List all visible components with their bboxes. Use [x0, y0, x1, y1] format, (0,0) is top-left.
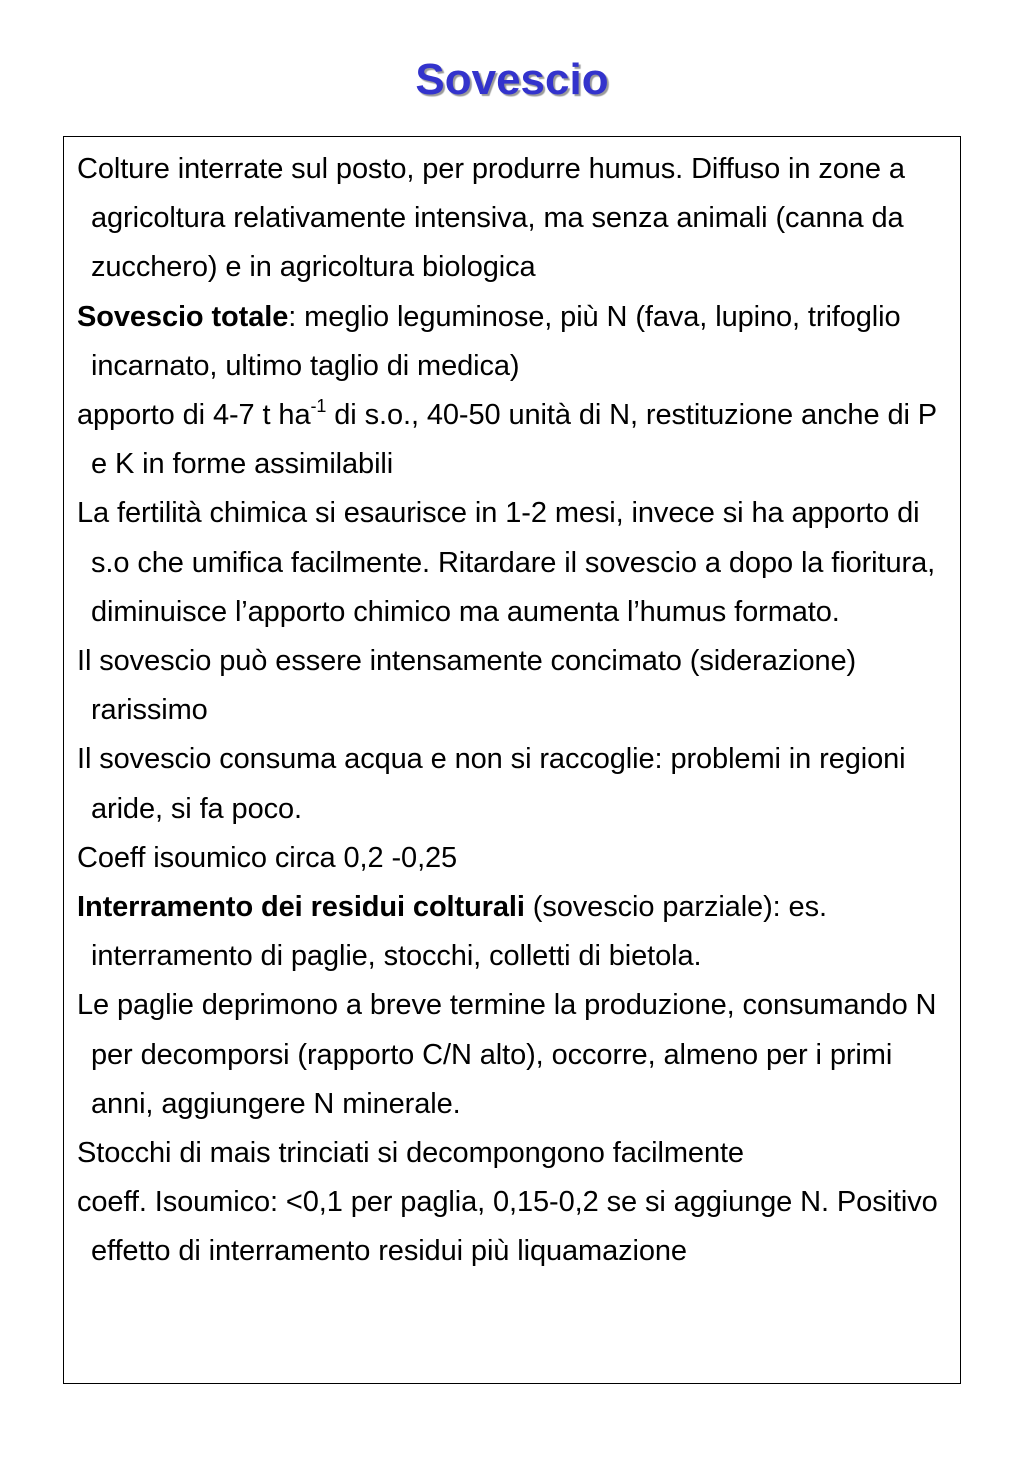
- paragraph-colture-interrate: [77, 145, 957, 293]
- paragraph-text: Il sovescio consuma acqua e non si raccoglie: problemi in regioni aride, si fa poco.: [77, 743, 906, 825]
- paragraph-text: Il sovescio può essere intensamente concimato (siderazione) rarissimo: [77, 645, 857, 727]
- paragraph-consuma-acqua: [77, 735, 957, 833]
- text-body: [77, 145, 957, 1277]
- superscript: -1: [310, 396, 327, 417]
- paragraph-text: Le paglie deprimono a breve termine la produzione, consumando N per decomporsi (rapporto C/N alto), occorre, almeno per i primi anni, aggiungere N minerale.: [77, 989, 937, 1120]
- paragraph-text: Stocchi di mais trinciati si decompongono facilmente: [77, 1137, 744, 1170]
- bold-term: Sovescio totale: [77, 300, 289, 333]
- paragraph-coeff-isoumico: [77, 834, 957, 883]
- paragraph-stocchi: [77, 1129, 957, 1178]
- paragraph-interramento-residui: [77, 883, 957, 981]
- paragraph-text: La fertilità chimica si esaurisce in 1-2 mesi, invece si ha apporto di s.o che umifica facilmente. Ritardare il sovescio a dopo la fioritura, diminuisce l’apporto chimico ma aumenta l’humus formato.: [77, 497, 936, 628]
- paragraph-text: Colture interrate sul posto, per produrre humus. Diffuso in zone a agricoltura relativamente intensiva, ma senza animali (canna da zucchero) e in agricoltura biologica: [77, 153, 905, 284]
- bold-term: Interramento dei residui colturali: [77, 891, 525, 924]
- paragraph-paglie: [77, 981, 957, 1129]
- paragraph-concimato: [77, 637, 957, 735]
- page-title: Sovescio: [415, 55, 609, 104]
- paragraph-text: apporto di 4-7 t ha: [77, 399, 311, 432]
- paragraph-text: di s.o., 40-50 unità di N, restituzione anche di P e K in forme assimilabili: [91, 399, 937, 481]
- paragraph-text: (sovescio parziale): es. interramento di paglie, stocchi, colletti di bietola.: [91, 891, 827, 973]
- paragraph-fertilita-chimica: [77, 489, 957, 637]
- paragraph-text: Coeff isoumico circa 0,2 -0,25: [77, 841, 458, 874]
- paragraph-sovescio-totale: [77, 293, 957, 391]
- paragraph-text: : meglio leguminose, più N (fava, lupino, trifoglio incarnato, ultimo taglio di medica): [91, 300, 901, 382]
- paragraph-text: coeff. Isoumico: <0,1 per paglia, 0,15-0,2 se si aggiunge N. Positivo effetto di interramento residui più liquamazione: [77, 1186, 938, 1268]
- paragraph-apporto: [77, 391, 957, 489]
- paragraph-coeff-isoumico-paglia: [77, 1178, 957, 1276]
